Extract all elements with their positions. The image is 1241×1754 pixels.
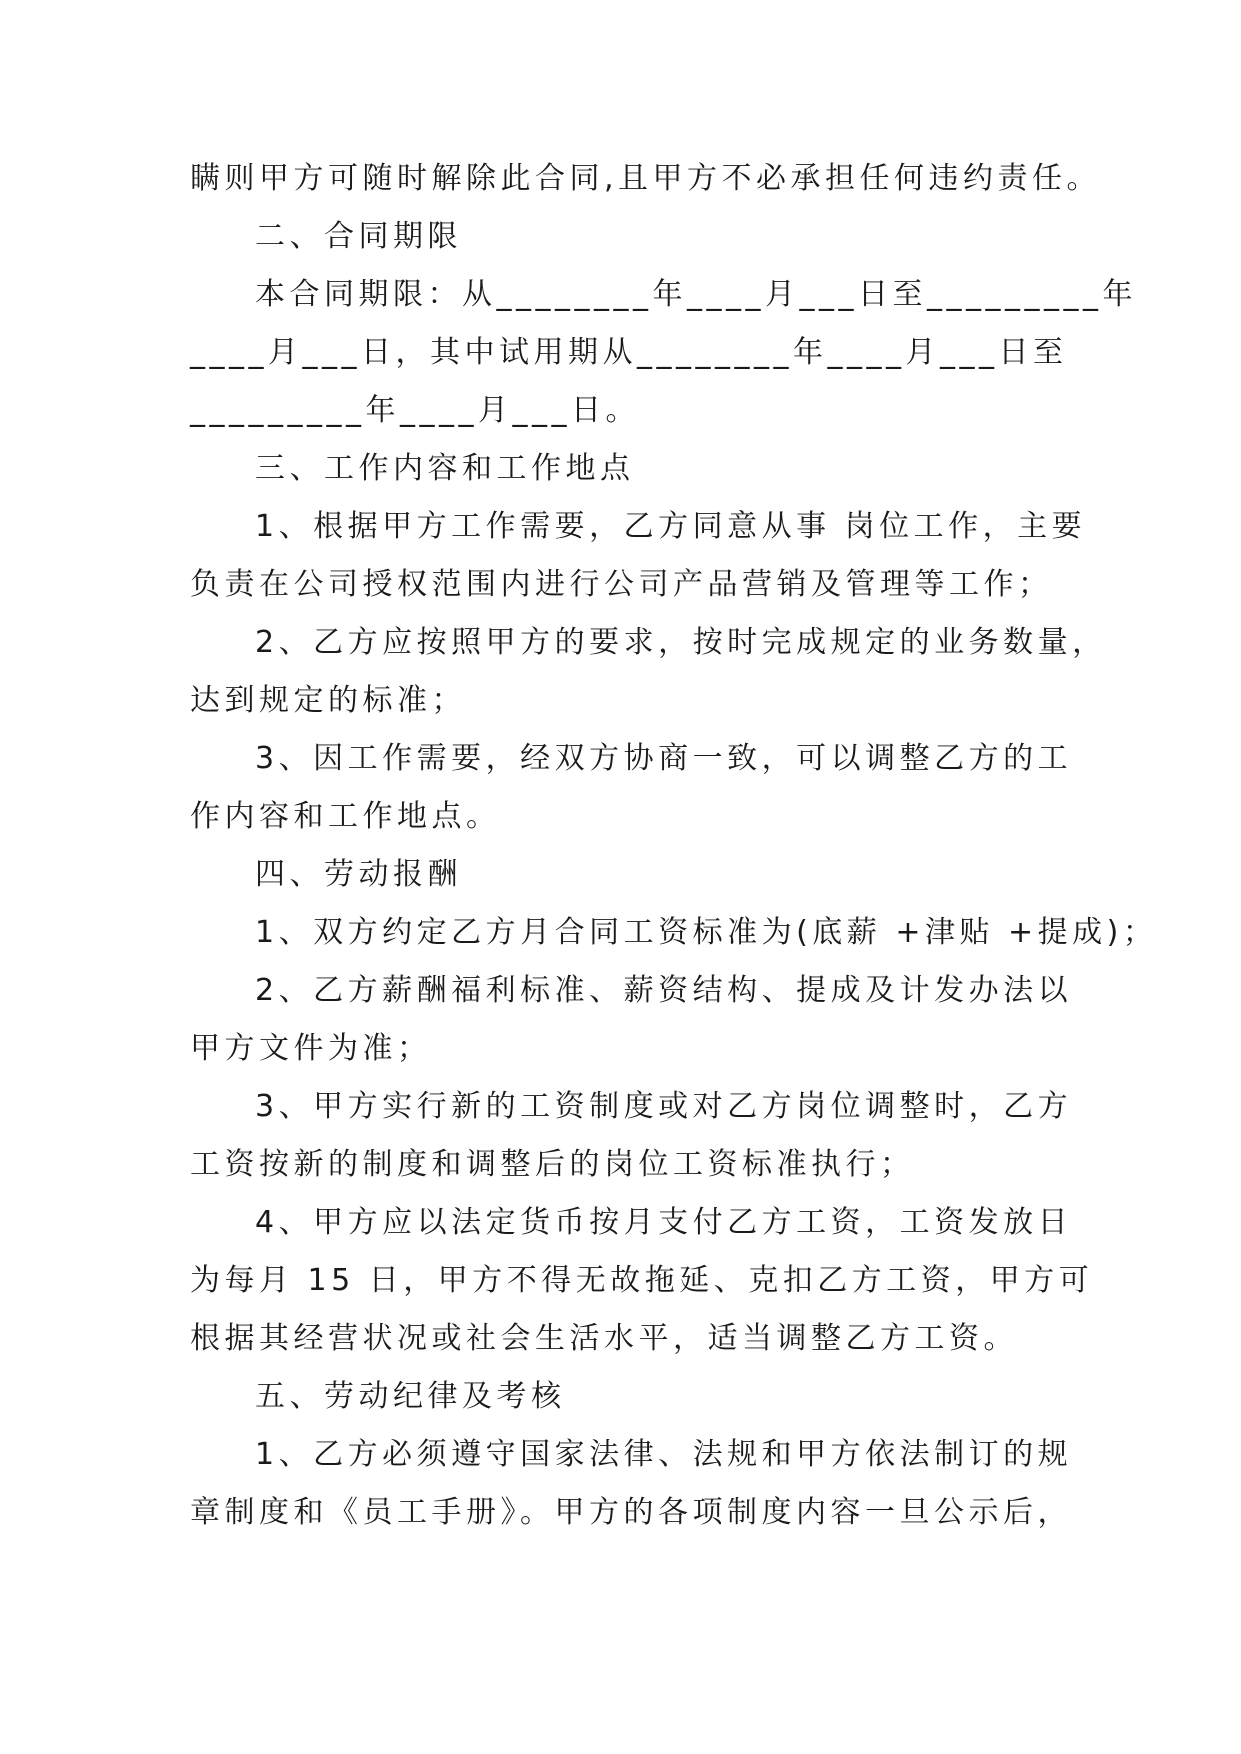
text-line: 根据其经营状况或社会生活水平，适当调整乙方工资。 [190,1321,1018,1356]
text-line: 作内容和工作地点。 [190,799,501,834]
text-line: 4、甲方应以法定货币按月支付乙方工资，工资发放日 [255,1205,1073,1240]
text-line: 本合同期限：从________年____月___日至_________年 [255,277,1137,312]
text-line: ____月___日，其中试用期从________年____月___日至 [190,335,1068,370]
section-heading: 四、劳动报酬 [255,857,462,892]
section-heading: 三、工作内容和工作地点 [255,451,635,486]
text-line: 达到规定的标准； [190,683,466,718]
text-line: 为每月 15 日，甲方不得无故拖延、克扣乙方工资，甲方可 [190,1263,1094,1298]
text-line: 瞒则甲方可随时解除此合同,且甲方不必承担任何违约责任。 [190,161,1102,196]
text-line: 1、乙方必须遵守国家法律、法规和甲方依法制订的规 [255,1437,1073,1472]
text-line: 工资按新的制度和调整后的岗位工资标准执行； [190,1147,915,1182]
text-line: 2、乙方应按照甲方的要求，按时完成规定的业务数量， [255,625,1107,660]
text-line: 3、甲方实行新的工资制度或对乙方岗位调整时，乙方 [255,1089,1073,1124]
text-line: 1、根据甲方工作需要，乙方同意从事 岗位工作，主要 [255,509,1087,544]
text-line: 2、乙方薪酬福利标准、薪资结构、提成及计发办法以 [255,973,1073,1008]
text-line: 甲方文件为准； [190,1031,432,1066]
section-heading: 五、劳动纪律及考核 [255,1379,566,1414]
text-line: 负责在公司授权范围内进行公司产品营销及管理等工作； [190,567,1053,602]
text-line: _________年____月___日。 [190,393,640,428]
text-line: 章制度和《员工手册》。甲方的各项制度内容一旦公示后， [190,1495,1072,1530]
text-line: 3、因工作需要，经双方协商一致，可以调整乙方的工 [255,741,1073,776]
text-line: 1、双方约定乙方月合同工资标准为(底薪 +津贴 +提成)； [255,915,1158,950]
section-heading: 二、合同期限 [255,219,462,254]
